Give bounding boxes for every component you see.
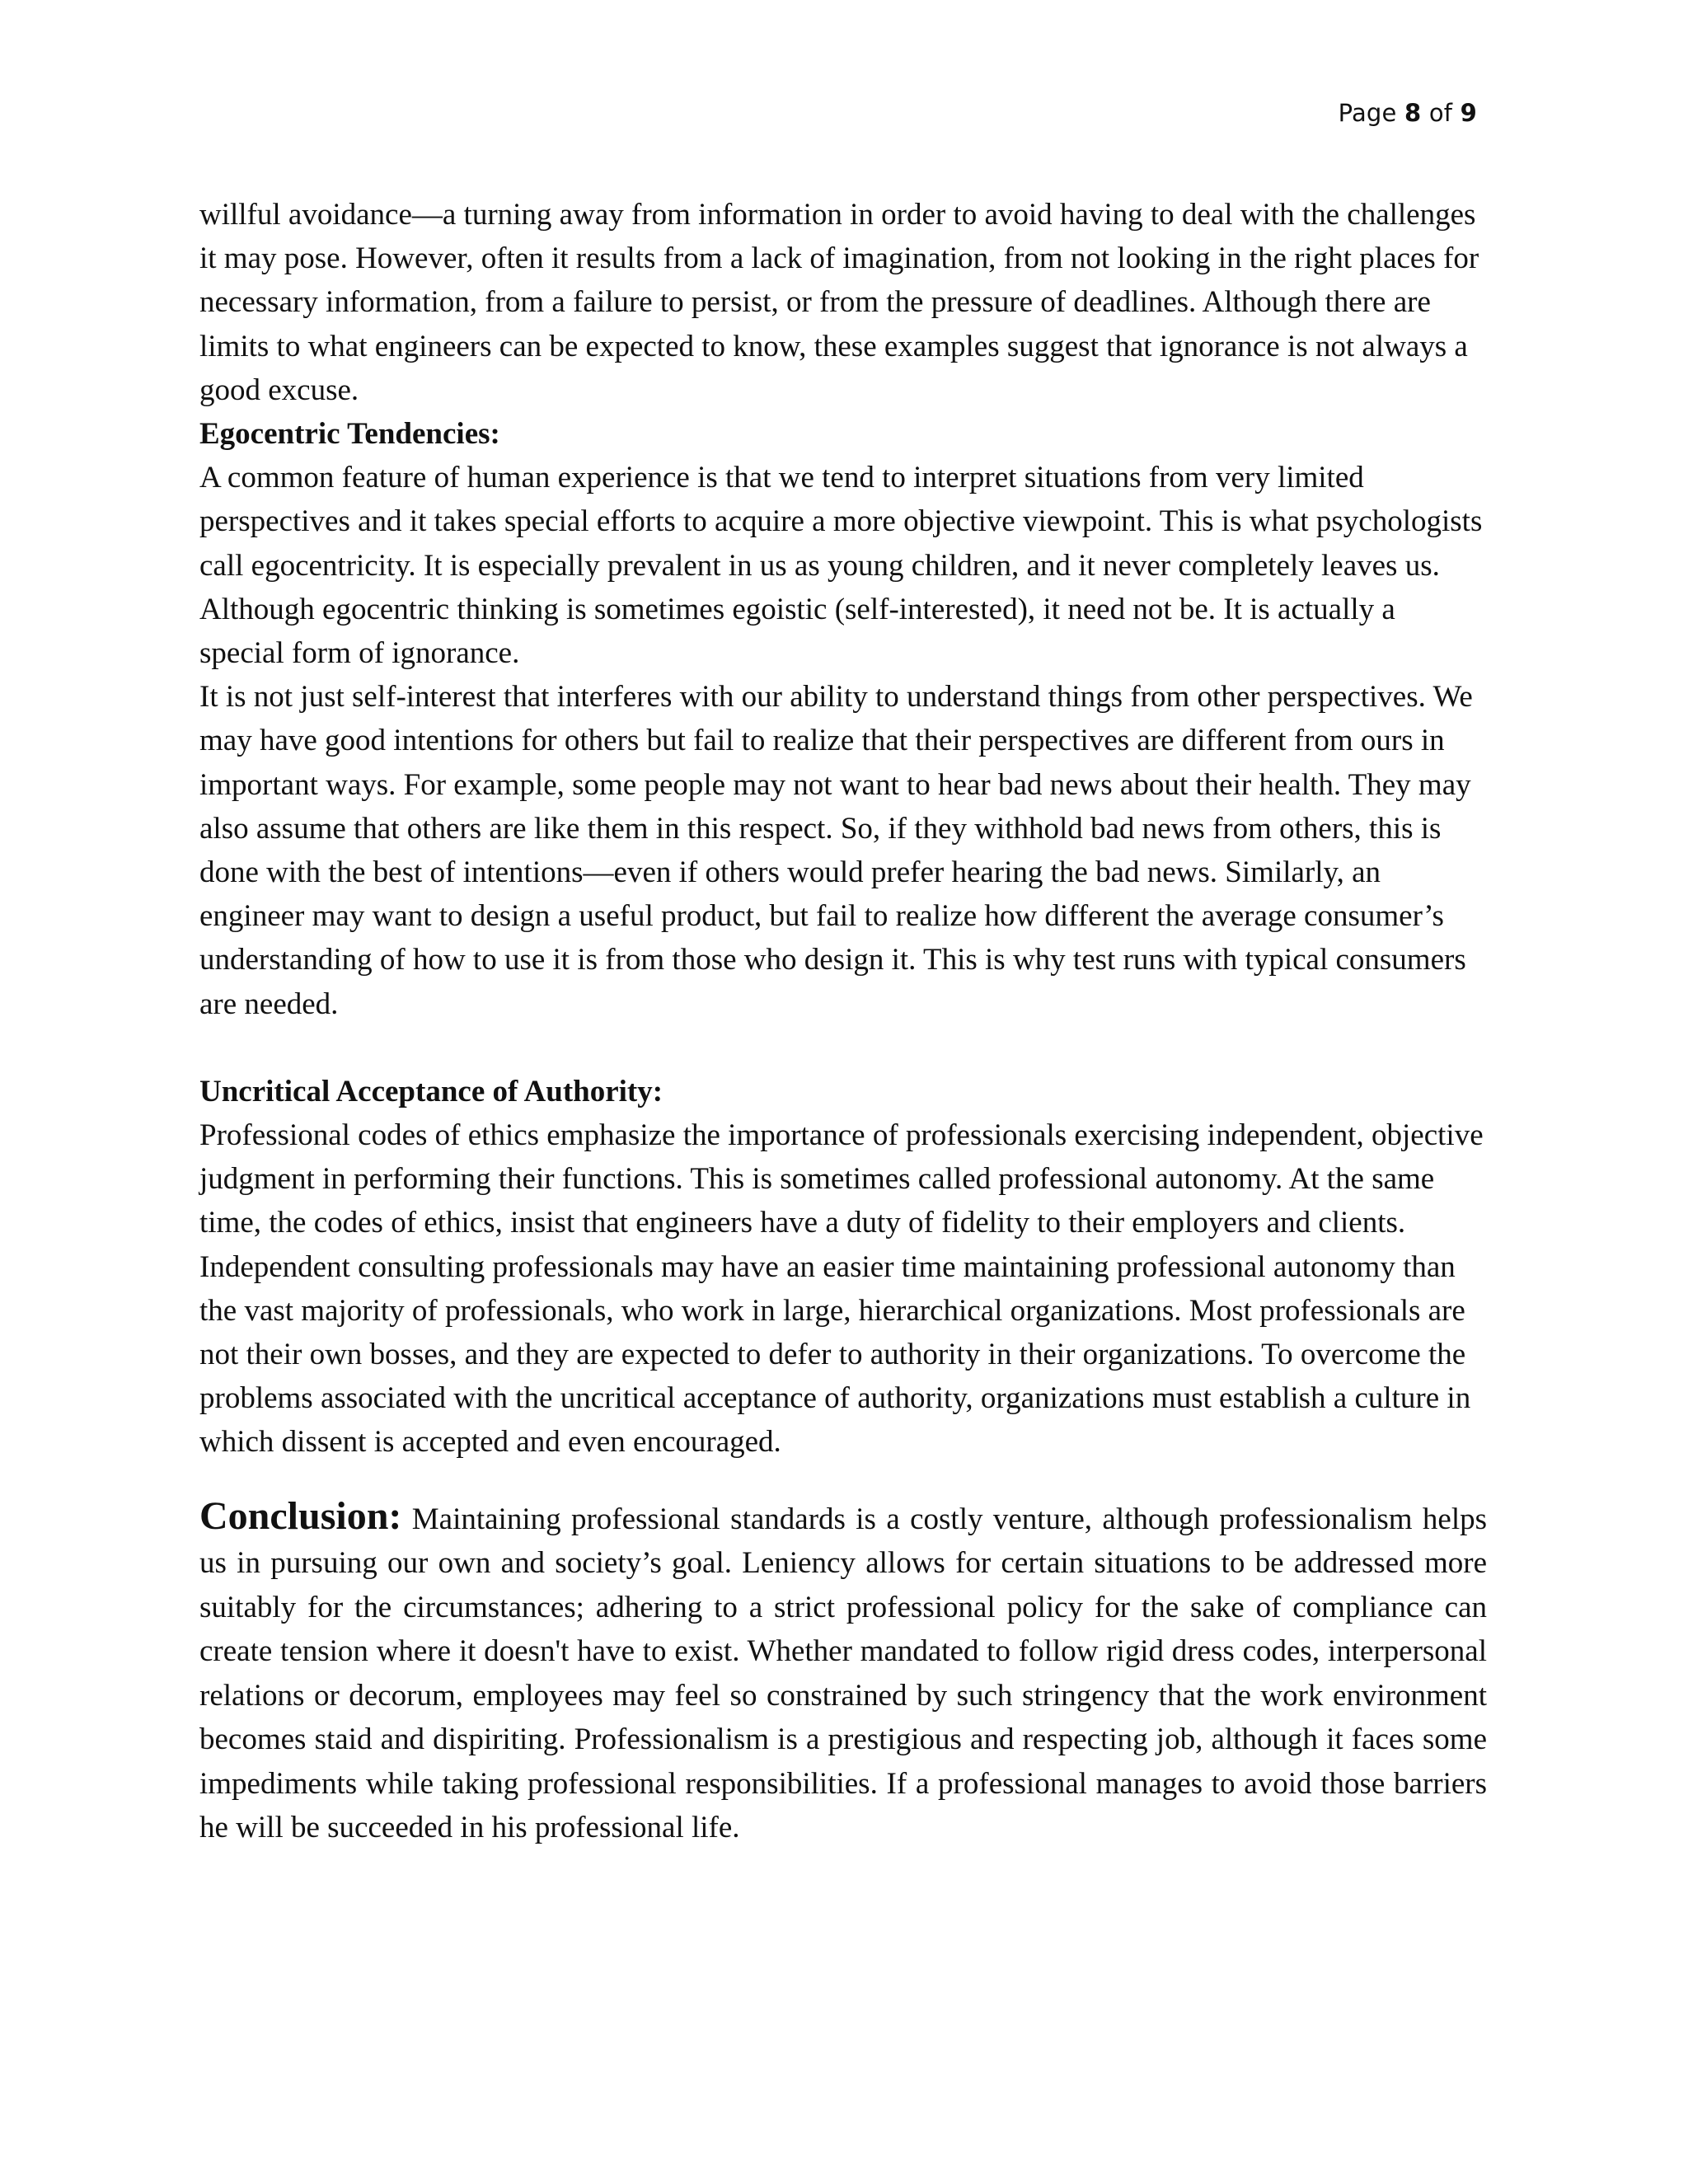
continuation-paragraph: willful avoidance—a turning away from information in order to avoid having to deal with the challenges it may pose. However, often it results from a lack of imagination, from not looking in the right places for necessary information, from a failure to persist, or from the pressure of deadlines. Although there are limits to what engineers can be expected to know, these examples suggest that ignorance is not always a good excuse. bbox=[199, 198, 1479, 407]
conclusion-paragraph bbox=[199, 1494, 1487, 1850]
egocentric-paragraph-2: It is not just self-interest that interferes with our ability to understand things from other perspectives. We may have good intentions for others but fail to realize that their perspectives are different from ours in important ways. For example, some people may not want to hear bad news about their health. They may also assume that others are like them in this respect. So, if they withhold bad news from others, this is done with the best of intentions—even if others would prefer hearing the bad news. Similarly, an engineer may want to design a useful product, but fail to realize how different the average consumer’s understanding of how to use it is from those who design it. This is why test runs with typical consumers are needed. bbox=[199, 680, 1473, 1021]
page-prefix: Page bbox=[1338, 99, 1405, 127]
conclusion-body: Maintaining professional standards is a costly venture, although professionalism helps us in pursuing our own and society’s goal. Leniency allows for certain situations to be addressed more suitably for the circumstances; adhering to a strict professional policy for the sake of compliance can create tension where it doesn't have to exist. Whether mandated to follow rigid dress codes, interpersonal relations or decorum, employees may feel so constrained by such stringency that the work environment becomes staid and dispiriting. Professionalism is a prestigious and respecting job, although it faces some impediments while taking professional responsibilities. If a professional manages to avoid those barriers he will be succeeded in his professional life. bbox=[199, 1502, 1487, 1845]
authority-heading: Uncritical Acceptance of Authority: bbox=[199, 1074, 663, 1108]
egocentric-heading: Egocentric Tendencies: bbox=[199, 417, 500, 452]
page-of: of bbox=[1421, 99, 1461, 127]
page-total: 9 bbox=[1460, 99, 1477, 127]
page-current: 8 bbox=[1404, 99, 1422, 127]
egocentric-paragraph-1: A common feature of human experience is that we tend to interpret situations from very limited perspectives and it takes special efforts to acquire a more objective viewpoint. This is what psychologists call egocentricity. It is especially prevalent in us as young children, and it never completely leaves us. Although egocentric thinking is sometimes egoistic (self-interested), it need not be. It is actually a special form of ignorance. bbox=[199, 461, 1483, 671]
authority-paragraph: Professional codes of ethics emphasize the importance of professionals exercising independent, objective judgment in performing their functions. This is sometimes called professional autonomy. At the same time, the codes of ethics, insist that engineers have a duty of fidelity to their employers and clients. Independent consulting professionals may have an easier time maintaining professional autonomy than the vast majority of professionals, who work in large, hierarchical organizations. Most professionals are not their own bosses, and they are expected to defer to authority in their organizations. To overcome the problems associated with the uncritical acceptance of authority, organizations must establish a culture in which dissent is accepted and even encouraged. bbox=[199, 1118, 1484, 1460]
page-number bbox=[1339, 99, 1477, 127]
conclusion-heading: Conclusion: bbox=[199, 1493, 402, 1538]
section-gap bbox=[199, 1465, 1487, 1494]
document-body bbox=[199, 193, 1487, 1850]
section-gap bbox=[199, 1026, 1487, 1070]
